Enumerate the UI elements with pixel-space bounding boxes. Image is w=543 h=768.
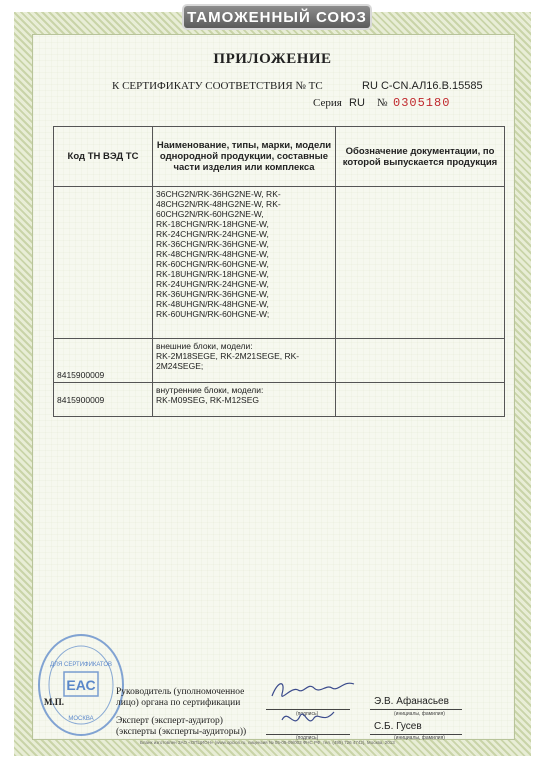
model-line: RK-18CHGN/RK-18HGNE-W,: [156, 219, 269, 229]
certificate-number: RU C-CN.АЛ16.В.15585: [362, 80, 483, 92]
model-line: RK-18UHGN/RK-18HGNE-W,: [156, 269, 269, 279]
table-header-row: [54, 127, 505, 187]
products-table: [53, 126, 505, 417]
head-label-1: Руководитель (уполномоченное: [116, 687, 245, 697]
head-name: Э.В. Афанасьев: [374, 696, 449, 707]
desc-line: внешние блоки, модели:: [156, 341, 253, 351]
expert-label-2: (эксперты (эксперты-аудиторы)): [116, 727, 247, 737]
desc-line: 2M24SEGE;: [156, 361, 204, 371]
stamp-bottom-text: МОСКВА: [68, 716, 94, 722]
model-line: RK-24UHGN/RK-24HGNE-W,: [156, 279, 269, 289]
stamp-top-text: ДЛЯ СЕРТИФИКАТОВ: [49, 662, 113, 668]
model-line: RK-60CHGN/RK-60HGNE-W,: [156, 259, 269, 269]
header-documentation: Обозначение документации, по которой выпускается продукция: [336, 127, 505, 187]
blank-number: 0305180: [393, 96, 451, 110]
certificate-subtitle: К СЕРТИФИКАТУ СООТВЕТСТВИЯ № ТС: [112, 80, 323, 92]
expert-name: С.Б. Гусев: [374, 721, 422, 732]
model-line: 60CHG2N/RK-60HG2NE-W,: [156, 209, 264, 219]
model-line: 36CHG2N/RK-36HG2NE-W, RK-: [156, 189, 281, 199]
row2-code: 8415900009: [54, 339, 153, 383]
header-code: Код ТН ВЭД ТС: [54, 127, 153, 187]
seal-place-label: М.П.: [44, 697, 64, 707]
series-value: RU: [349, 97, 365, 109]
model-line: RK-24CHGN/RK-24HGNE-W,: [156, 229, 269, 239]
desc-line: RK-M09SEG, RK-M12SEG: [156, 395, 259, 405]
expert-signature: [278, 706, 338, 734]
certification-stamp: [36, 630, 126, 740]
desc-line: RK-2M18SEGE, RK-2M21SEGE, RK-: [156, 351, 300, 361]
table-row: [54, 383, 505, 417]
table-row: [54, 187, 505, 339]
model-line: RK-48CHGN/RK-48HGNE-W,: [156, 249, 269, 259]
expert-label-1: Эксперт (эксперт-аудитор): [116, 716, 223, 726]
row1-docs: [336, 187, 505, 339]
name-caption: (инициалы, фамилия): [394, 735, 445, 741]
model-line: RK-36CHGN/RK-36HGNE-W,: [156, 239, 269, 249]
head-label-2: лицо) органа по сертификации: [116, 698, 241, 708]
row3-code: 8415900009: [54, 383, 153, 417]
sign-caption: (подпись): [296, 735, 319, 741]
footer-print-info: Бланк изготовлен ЗАО «ОПЦИОН» (www.opcion.ru, лицензия № 05-05-09/003 ФНС РФ, тел. (495) 726 4742), Москва, 2013: [140, 740, 395, 745]
desc-line: внутренние блоки, модели:: [156, 385, 264, 395]
row3-docs: [336, 383, 505, 417]
header-products: Наименование, типы, марки, модели однородной продукции, составные части изделия или комплекса: [153, 127, 336, 187]
model-line: RK-36UHGN/RK-36HGNE-W,: [156, 289, 269, 299]
row1-models: [153, 187, 336, 339]
head-name-line: [370, 709, 462, 710]
document-title: ПРИЛОЖЕНИЕ: [213, 51, 332, 67]
row1-code: [54, 187, 153, 339]
customs-union-banner: ТАМОЖЕННЫЙ СОЮЗ: [184, 6, 370, 28]
head-signature: [268, 676, 358, 706]
number-label: №: [377, 97, 388, 109]
table-row: [54, 339, 505, 383]
row2-desc: [153, 339, 336, 383]
series-label: Серия: [313, 97, 342, 109]
model-line: 48CHG2N/RK-48HG2NE-W, RK-: [156, 199, 281, 209]
sign-caption: (подпись): [296, 711, 319, 717]
row2-docs: [336, 339, 505, 383]
eac-mark: ЕАС: [66, 677, 96, 693]
row3-desc: [153, 383, 336, 417]
model-line: RK-48UHGN/RK-48HGNE-W,: [156, 299, 269, 309]
name-caption: (инициалы, фамилия): [394, 711, 445, 717]
model-line: RK-60UHGN/RK-60HGNE-W;: [156, 309, 270, 319]
